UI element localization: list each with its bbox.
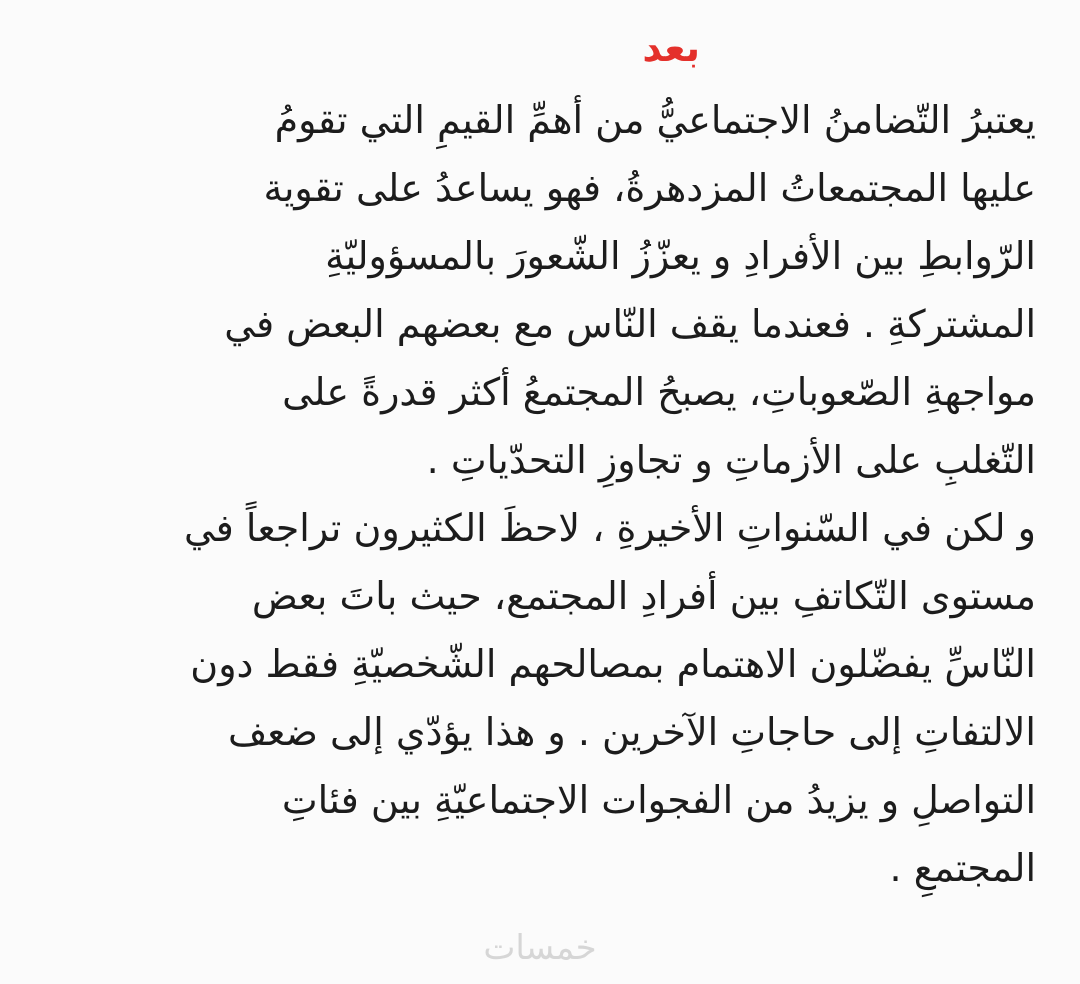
text-line: يعتبرُ التّضامنُ الاجتماعيُّ من أهمِّ القيمِ التي تقومُ xyxy=(274,98,1036,142)
text-line: المجتمعِ . xyxy=(889,846,1036,890)
section-heading: بعد xyxy=(642,26,700,70)
text-line: التّغلبِ على الأزماتِ و تجاوزِ التحدّياتِ . xyxy=(426,438,1036,482)
text-line: النّاسِّ يفضّلون الاهتمام بمصالحهم الشّخصيّةِ فقط دون xyxy=(190,642,1036,686)
paragraph-1 xyxy=(36,86,1036,494)
paragraph-2 xyxy=(36,494,1036,902)
watermark-logo: خمسات xyxy=(483,928,597,968)
text-line: التواصلِ و يزيدُ من الفجوات الاجتماعيّةِ بين فئاتِ xyxy=(281,778,1036,822)
article-body xyxy=(36,86,1036,902)
text-line: مواجهةِ الصّعوباتِ، يصبحُ المجتمعُ أكثر قدرةً على xyxy=(282,370,1036,414)
text-line: عليها المجتمعاتُ المزدهرةُ، فهو يساعدُ على تقوية xyxy=(263,166,1036,210)
text-line: المشتركةِ . فعندما يقف النّاس مع بعضهم البعض في xyxy=(224,302,1036,346)
text-line: الرّوابطِ بين الأفرادِ و يعزّزُ الشّعورَ بالمسؤوليّةِ xyxy=(325,234,1036,278)
text-line: الالتفاتِ إلى حاجاتِ الآخرين . و هذا يؤدّي إلى ضعف xyxy=(227,710,1036,754)
text-line: و لكن في السّنواتِ الأخيرةِ ، لاحظَ الكثيرون تراجعاً في xyxy=(183,506,1036,550)
text-line: مستوى التّكاتفِ بين أفرادِ المجتمع، حيث باتَ بعض xyxy=(251,574,1036,618)
